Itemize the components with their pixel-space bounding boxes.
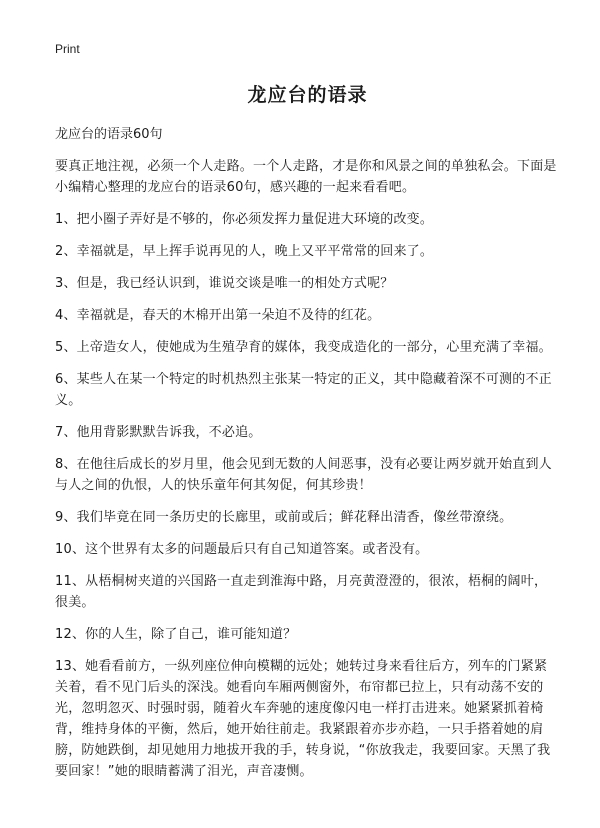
quote-12: 12、你的人生，除了自己，谁可能知道？ xyxy=(55,627,297,642)
quote-1: 1、把小圈子弄好是不够的，你必须发挥力量促进大环境的改变。 xyxy=(55,212,434,227)
quote-9: 9、我们毕竟在同一条历史的长廊里，或前或后；鲜花释出清香，像丝带潦绕。 xyxy=(55,510,513,525)
quote-10: 10、这个世界有太多的问题最后只有自己知道答案。或者没有。 xyxy=(55,542,429,557)
quote-7: 7、他用背影默默告诉我，不必追。 xyxy=(55,425,262,440)
quote-6: 6、某些人在某一个特定的时机热烈主张某一特定的正义，其中隐藏着深不可测的不正义。 xyxy=(55,372,552,408)
quote-8: 8、在他往后成长的岁月里，他会见到无数的人间恶事，没有必要让两岁就开始直到人与人之间的仇恨，人的快乐童年何其匆促，何其珍贵！ xyxy=(55,457,552,493)
document-subtitle: 龙应台的语录60句 xyxy=(55,127,163,142)
quote-11: 11、从梧桐树夹道的兴国路一直走到淮海中路，月亮黄澄澄的，很浓，梧桐的阔叶，很美。 xyxy=(55,574,548,610)
quote-3: 3、但是，我已经认识到，谁说交谈是唯一的相处方式呢？ xyxy=(55,276,394,291)
quote-2: 2、幸福就是，早上挥手说再见的人，晚上又平平常常的回来了。 xyxy=(55,244,434,259)
intro-paragraph: 要真正地注视，必须一个人走路。一个人走路，才是你和风景之间的单独私会。下面是小编精心整理的龙应台的语录60句，感兴趣的一起来看看吧。 xyxy=(55,159,557,195)
print-link[interactable]: Print xyxy=(55,42,80,56)
document-content xyxy=(55,156,560,782)
document-title: 龙应台的语录 xyxy=(247,84,368,106)
quote-4: 4、幸福就是，春天的木棉开出第一朵迫不及待的红花。 xyxy=(55,308,381,323)
quote-5: 5、上帝造女人，使她成为生殖孕育的媒体，我变成造化的一部分，心里充满了幸福。 xyxy=(55,340,552,355)
quote-13: 13、她看看前方，一纵列座位伸向模糊的远处；她转过身来看往后方，列车的门紧紧关着，看不见门后头的深浅。她看向车厢两侧窗外，布帘都已拉上，只有动荡不安的光，忽明忽灭、时强时弱，随着火车奔驰的速度像闪电一样打击进来。她紧紧抓着椅背，维持身体的平衡，然后，她开始往前走。我紧跟着亦步亦趋，一只手搭着她的肩膀，防她跌倒，却见她用力地拔开我的手，转身说，“你放我走，我要回家。天黑了我要回家！”她的眼睛蓄满了泪光，声音凄恻。 xyxy=(55,659,551,779)
